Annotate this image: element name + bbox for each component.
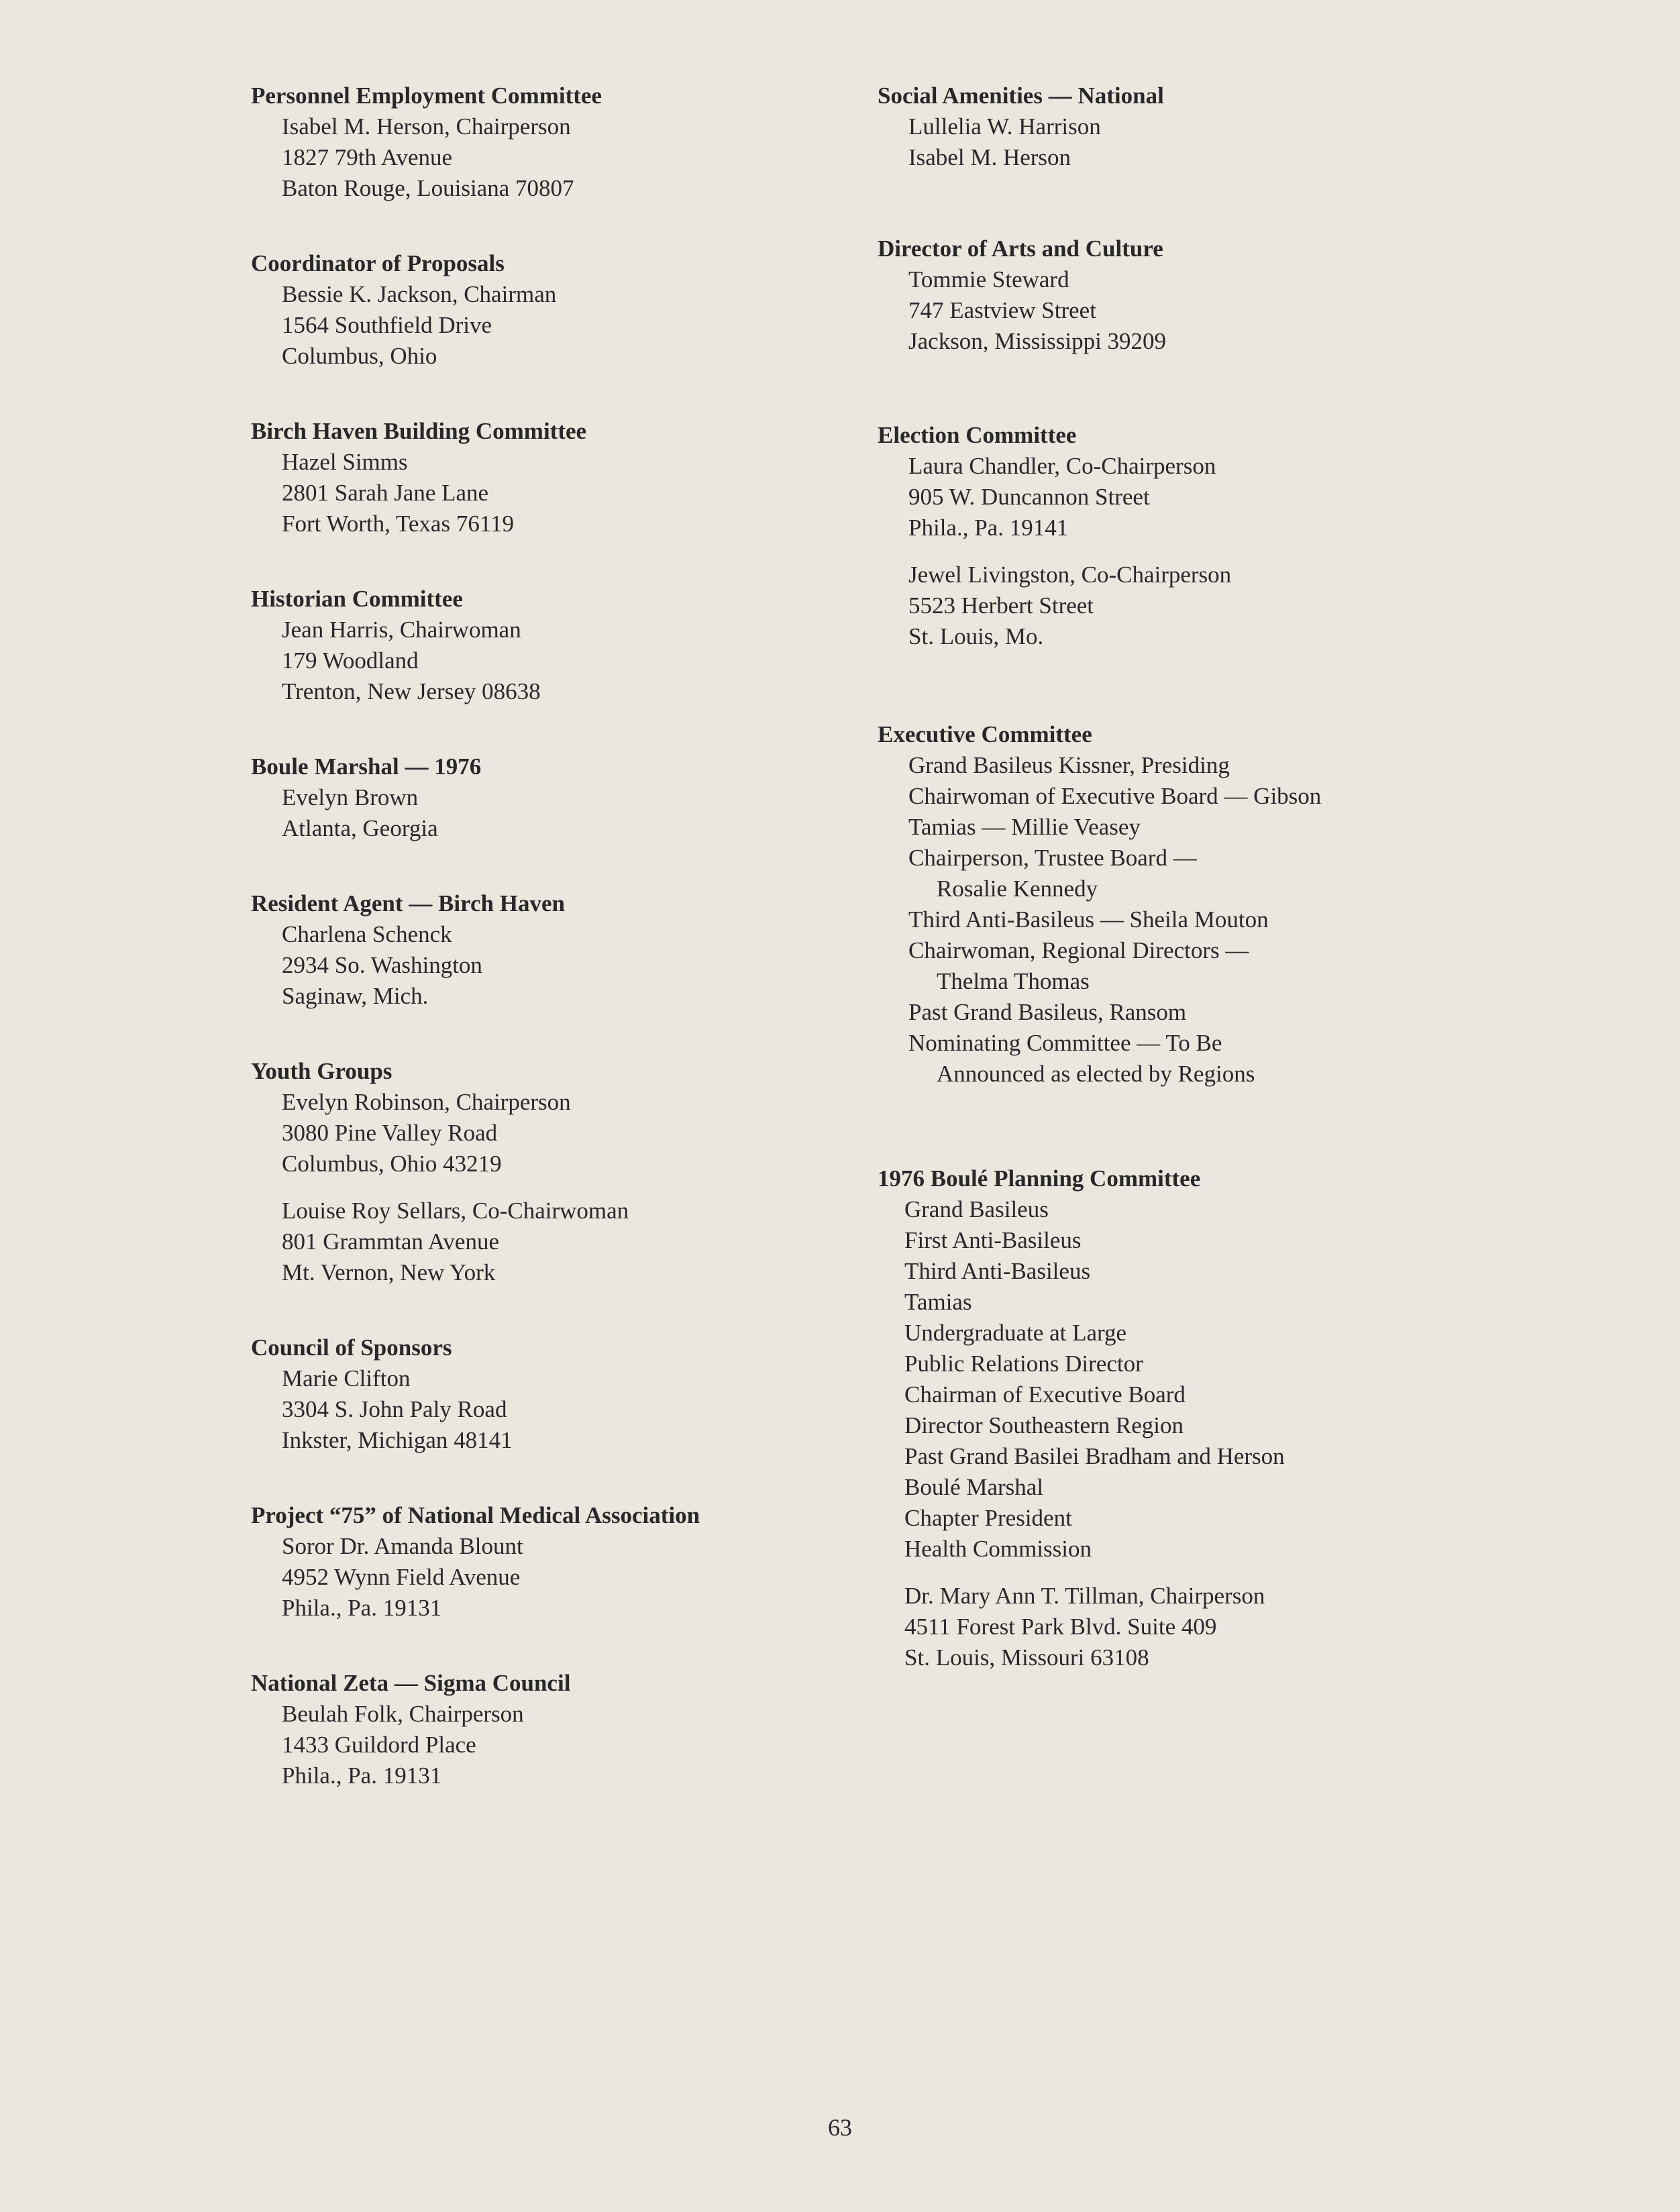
entry-line: Chairwoman, Regional Directors — bbox=[908, 937, 1249, 963]
entry-line: Louise Roy Sellars, Co-Chairwoman bbox=[282, 1198, 629, 1224]
entry-group bbox=[282, 279, 868, 372]
entry-line: Tamias — Millie Veasey bbox=[908, 814, 1141, 840]
section-national-zeta-sigma-council bbox=[251, 1668, 868, 1791]
page-number: 63 bbox=[828, 2114, 852, 2141]
entry-line: Grand Basileus Kissner, Presiding bbox=[908, 752, 1230, 778]
entry-group bbox=[908, 451, 1649, 543]
entry-line: Tamias bbox=[904, 1289, 972, 1315]
entry-line: Hazel Simms bbox=[282, 449, 408, 475]
entry-line: Third Anti-Basileus bbox=[904, 1258, 1091, 1284]
entry-line: Columbus, Ohio bbox=[282, 343, 437, 369]
entry-line: 1433 Guildord Place bbox=[282, 1732, 476, 1758]
entry-line: 4952 Wynn Field Avenue bbox=[282, 1564, 521, 1590]
entry-line: Beulah Folk, Chairperson bbox=[282, 1701, 524, 1727]
section-heading: 1976 Boulé Planning Committee bbox=[878, 1165, 1201, 1192]
entry-line: Health Commission bbox=[904, 1536, 1092, 1562]
section-heading: Historian Committee bbox=[251, 586, 463, 612]
entry-group bbox=[908, 264, 1649, 357]
entry-line: Chapter President bbox=[904, 1505, 1072, 1531]
section-boule-marshal-1976 bbox=[251, 751, 868, 844]
entry-line: Grand Basileus bbox=[904, 1196, 1049, 1222]
entry-line: Jean Harris, Chairwoman bbox=[282, 617, 521, 643]
section-election-committee bbox=[878, 420, 1649, 652]
section-social-amenities-national bbox=[878, 81, 1649, 173]
entry-line: Evelyn Brown bbox=[282, 784, 419, 810]
entry-line: Third Anti-Basileus — Sheila Mouton bbox=[908, 906, 1269, 933]
entry-line: 747 Eastview Street bbox=[908, 297, 1096, 323]
entry-line: Director Southeastern Region bbox=[904, 1412, 1184, 1438]
entry-line: Past Grand Basilei Bradham and Herson bbox=[904, 1443, 1285, 1469]
right-column bbox=[878, 81, 1649, 1673]
entry-line: 4511 Forest Park Blvd. Suite 409 bbox=[904, 1614, 1217, 1640]
entry-group bbox=[282, 1363, 868, 1456]
left-column bbox=[251, 81, 868, 1791]
entry-group bbox=[282, 1531, 868, 1624]
section-historian-committee bbox=[251, 584, 868, 707]
entry-line: 2801 Sarah Jane Lane bbox=[282, 480, 489, 506]
section-heading: Youth Groups bbox=[251, 1058, 392, 1084]
entry-line: 179 Woodland bbox=[282, 647, 419, 674]
entry-line: 3080 Pine Valley Road bbox=[282, 1120, 498, 1146]
entry-line: Lullelia W. Harrison bbox=[908, 113, 1101, 140]
entry-group bbox=[282, 1087, 868, 1179]
section-heading: National Zeta — Sigma Council bbox=[251, 1670, 571, 1696]
entry-group bbox=[282, 447, 868, 539]
entry-group bbox=[908, 111, 1649, 173]
entry-line: Isabel M. Herson, Chairperson bbox=[282, 113, 571, 140]
entry-line: Jewel Livingston, Co-Chairperson bbox=[908, 562, 1232, 588]
section-heading: Coordinator of Proposals bbox=[251, 250, 505, 276]
entry-line: St. Louis, Mo. bbox=[908, 623, 1044, 649]
entry-line: Phila., Pa. 19131 bbox=[282, 1762, 442, 1789]
section-executive-committee bbox=[878, 719, 1649, 1090]
entry-group bbox=[908, 750, 1649, 1090]
entry-line: 5523 Herbert Street bbox=[908, 592, 1094, 619]
entry-line: Soror Dr. Amanda Blount bbox=[282, 1533, 523, 1559]
entry-line: 905 W. Duncannon Street bbox=[908, 484, 1150, 510]
section-heading: Project “75” of National Medical Association bbox=[251, 1502, 700, 1528]
entry-line: Inkster, Michigan 48141 bbox=[282, 1427, 513, 1453]
entry-line: Trenton, New Jersey 08638 bbox=[282, 678, 541, 704]
entry-line: Fort Worth, Texas 76119 bbox=[282, 511, 515, 537]
entry-line: Public Relations Director bbox=[904, 1351, 1143, 1377]
entry-line: Charlena Schenck bbox=[282, 921, 452, 947]
section-heading: Social Amenities — National bbox=[878, 83, 1164, 109]
entry-group bbox=[282, 111, 868, 204]
entry-line: Phila., Pa. 19131 bbox=[282, 1595, 442, 1621]
entry-line: Tommie Steward bbox=[908, 266, 1069, 293]
entry-line: Marie Clifton bbox=[282, 1365, 411, 1391]
entry-group bbox=[282, 1196, 868, 1288]
entry-group bbox=[282, 1699, 868, 1791]
entry-line: Nominating Committee — To Be bbox=[908, 1030, 1222, 1056]
entry-line: Chairman of Executive Board bbox=[904, 1381, 1186, 1408]
entry-line: Past Grand Basileus, Ransom bbox=[908, 999, 1187, 1025]
section-heading: Election Committee bbox=[878, 422, 1077, 448]
entry-line: St. Louis, Missouri 63108 bbox=[904, 1644, 1149, 1671]
entry-group bbox=[908, 560, 1649, 652]
section-heading: Resident Agent — Birch Haven bbox=[251, 890, 565, 916]
entry-line: Rosalie Kennedy bbox=[937, 876, 1098, 902]
section-heading: Council of Sponsors bbox=[251, 1334, 452, 1361]
entry-group bbox=[904, 1581, 1649, 1673]
section-heading: Director of Arts and Culture bbox=[878, 235, 1163, 262]
section-coordinator-of-proposals bbox=[251, 248, 868, 372]
entry-line: Evelyn Robinson, Chairperson bbox=[282, 1089, 571, 1115]
entry-line: Bessie K. Jackson, Chairman bbox=[282, 281, 557, 307]
section-personnel-employment-committee bbox=[251, 81, 868, 204]
entry-line: Dr. Mary Ann T. Tillman, Chairperson bbox=[904, 1583, 1265, 1609]
section-heading: Executive Committee bbox=[878, 721, 1092, 747]
section-heading: Boule Marshal — 1976 bbox=[251, 753, 482, 780]
entry-line: Mt. Vernon, New York bbox=[282, 1259, 496, 1285]
entry-line: Undergraduate at Large bbox=[904, 1320, 1127, 1346]
entry-line: 2934 So. Washington bbox=[282, 952, 482, 978]
entry-line: 801 Grammtan Avenue bbox=[282, 1228, 499, 1255]
section-council-of-sponsors bbox=[251, 1332, 868, 1456]
entry-line: Saginaw, Mich. bbox=[282, 983, 429, 1009]
entry-line: Baton Rouge, Louisiana 70807 bbox=[282, 175, 574, 201]
entry-line: Columbus, Ohio 43219 bbox=[282, 1151, 502, 1177]
entry-line: 1564 Southfield Drive bbox=[282, 312, 492, 338]
entry-line: 3304 S. John Paly Road bbox=[282, 1396, 507, 1422]
section-youth-groups bbox=[251, 1056, 868, 1288]
entry-line: Chairperson, Trustee Board — bbox=[908, 845, 1197, 871]
section-director-of-arts-and-culture bbox=[878, 233, 1649, 357]
entry-line: Announced as elected by Regions bbox=[937, 1061, 1255, 1087]
entry-line: Thelma Thomas bbox=[937, 968, 1090, 994]
section-birch-haven-building-committee bbox=[251, 416, 868, 539]
entry-line: Jackson, Mississippi 39209 bbox=[908, 328, 1167, 354]
section-resident-agent-birch-haven bbox=[251, 888, 868, 1012]
entry-line: First Anti-Basileus bbox=[904, 1227, 1082, 1253]
section-heading: Personnel Employment Committee bbox=[251, 83, 602, 109]
entry-line: 1827 79th Avenue bbox=[282, 144, 453, 170]
entry-group bbox=[282, 615, 868, 707]
entry-line: Atlanta, Georgia bbox=[282, 815, 438, 841]
section-heading: Birch Haven Building Committee bbox=[251, 418, 587, 444]
entry-line: Boulé Marshal bbox=[904, 1474, 1044, 1500]
section-boule-planning-committee-1976 bbox=[878, 1163, 1649, 1673]
entry-line: Isabel M. Herson bbox=[908, 144, 1071, 170]
entry-group bbox=[282, 782, 868, 844]
entry-group bbox=[904, 1194, 1649, 1565]
entry-line: Laura Chandler, Co-Chairperson bbox=[908, 453, 1216, 479]
entry-group bbox=[282, 919, 868, 1012]
section-project-75 bbox=[251, 1500, 868, 1624]
entry-line: Chairwoman of Executive Board — Gibson bbox=[908, 783, 1322, 809]
entry-line: Phila., Pa. 19141 bbox=[908, 515, 1069, 541]
